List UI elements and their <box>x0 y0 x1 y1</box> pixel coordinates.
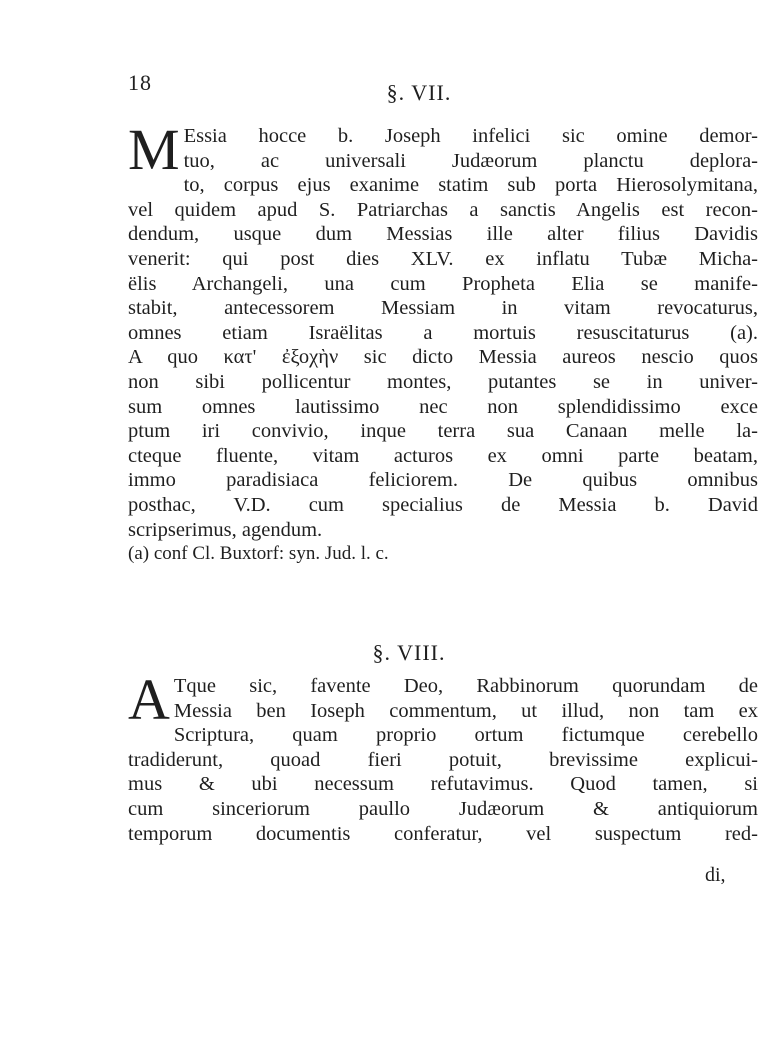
section-viii-body <box>128 667 758 846</box>
text-line: non sibi pollicentur montes, putantes se in univer- <box>128 370 758 393</box>
text-line: ptum iri convivio, inque terra sua Canaan melle la- <box>128 420 758 443</box>
text-line: scripserimus, agendum. <box>128 518 323 541</box>
text-line: tuo, ac universali Judæorum planctu deplora- <box>183 149 758 172</box>
text-line: dendum, usque dum Messias ille alter filius Davidis <box>128 223 758 246</box>
text-line: Tque sic, favente Deo, Rabbinorum quorundam de <box>173 675 758 697</box>
text-line: sum omnes lautissimo nec non splendidissimo exce <box>128 395 758 418</box>
text-line: stabit, antecessorem Messiam in vitam revocaturus, <box>128 297 758 320</box>
text-line: vel quidem apud S. Patriarchas a sanctis Angelis est recon- <box>128 198 758 221</box>
text-line: A quo κατ' ἐξοχὴν sic dicto Messia aureos nescio quos <box>128 346 758 369</box>
text-line: immo paradisiaca feliciorem. De quibus omnibus <box>128 469 758 492</box>
text-line: Scriptura, quam proprio ortum fictumque cerebello <box>173 724 758 747</box>
text-line: ëlis Archangeli, una cum Propheta Elia se manife- <box>128 272 758 295</box>
text-line: to, corpus ejus exanime statim sub porta Hierosolymitana, <box>183 174 758 197</box>
drop-cap-a: A <box>128 667 170 732</box>
text-line: temporum documentis conferatur, vel suspectum red- <box>128 822 758 845</box>
text-line: Messia ben Ioseph commentum, ut illud, non tam ex <box>173 699 758 722</box>
text-line: omnes etiam Israëlitas a mortuis resuscitaturus (a). <box>128 321 758 344</box>
text-line: cum sinceriorum paullo Judæorum & antiquiorum <box>128 797 758 820</box>
section-vii-body <box>128 117 758 567</box>
catchword: di, <box>705 864 726 886</box>
text-line: tradiderunt, quoad fieri potuit, brevissime explicui- <box>128 748 758 771</box>
text-line: venerit: qui post dies XLV. ex inflatu Tubæ Micha- <box>128 247 758 270</box>
footnote: (a) conf Cl. Buxtorf: syn. Jud. l. c. <box>128 543 389 565</box>
section-heading-viii: §. VIII. <box>372 640 446 665</box>
page-number: 18 <box>128 70 152 95</box>
section-heading-vii: §. VII. <box>386 80 452 105</box>
text-line: Essia hocce b. Joseph infelici sic omine demor- <box>183 125 758 147</box>
text-line: mus & ubi necessum refutavimus. Quod tamen, si <box>128 773 758 796</box>
text-line: cteque fluente, vitam acturos ex omni parte beatam, <box>128 444 758 467</box>
text-line: posthac, V.D. cum specialius de Messia b. David <box>128 493 758 516</box>
drop-cap-m: M <box>128 117 180 182</box>
